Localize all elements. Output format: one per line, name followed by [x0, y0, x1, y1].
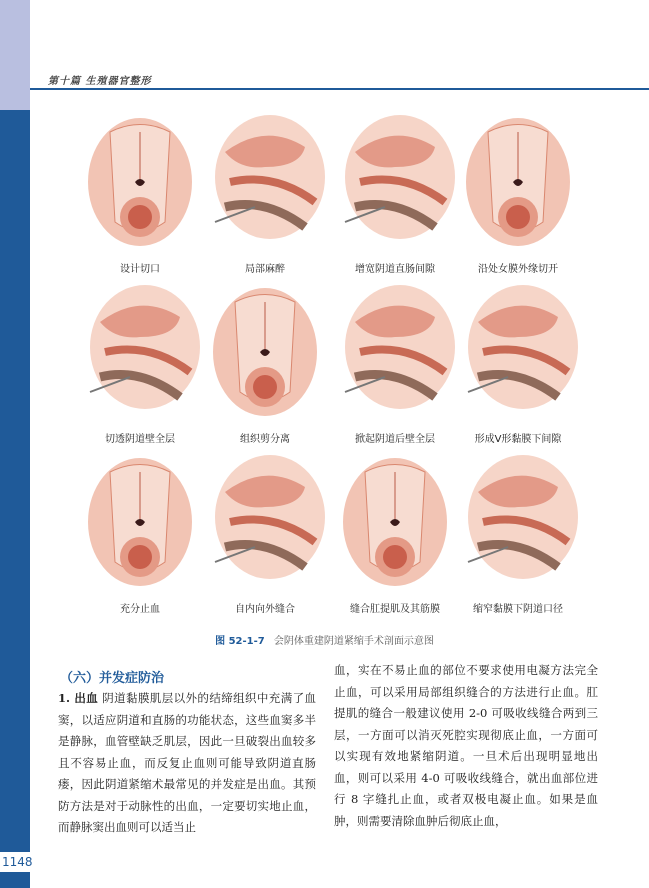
- panel-caption: 切透阴道壁全层: [105, 434, 175, 445]
- panel-caption: 掀起阴道后壁全层: [355, 434, 435, 445]
- figure-panel: [458, 282, 578, 445]
- panel-caption: 形成V形黏膜下间隙: [474, 434, 562, 445]
- illustration-sagittal: [458, 452, 578, 592]
- illustration-sagittal: [80, 282, 200, 422]
- illustration-sagittal: [335, 282, 455, 422]
- panel-caption: 自内向外缝合: [235, 604, 295, 615]
- right-column-text: 血，实在不易止血的部位不要求使用电凝方法完全止血，可以采用局部组织缝合的方法进行止血。肛提肌的缝合一般建议使用 2-0 可吸收线缝合两到三层，一方面可以消灭死腔实现彻底止血，一方面可以实现有效地紧缩阴道。一旦术后出现明显地出血，则可以采用 4-0 可吸收线缝合，就出血部位进行 8 字缝扎止血，或者双极电凝止血。如果是血肿，则需要清除血肿后彻底止血，: [334, 663, 598, 828]
- illustration-frontal: [335, 452, 455, 592]
- illustration-sagittal: [205, 112, 325, 252]
- header-rule: [30, 88, 649, 90]
- panel-caption: 局部麻醉: [245, 264, 285, 275]
- figure-panel: [205, 452, 325, 615]
- left-column: [58, 688, 316, 839]
- panel-caption: 缝合肛提肌及其筋膜: [350, 604, 440, 615]
- figure-caption: [0, 632, 649, 647]
- section-title: （六）并发症防治: [60, 671, 165, 686]
- panel-caption: 设计切口: [120, 264, 160, 275]
- figure-label: 图 52-1-7: [215, 636, 265, 647]
- illustration-frontal: [80, 112, 200, 252]
- running-header: 第十篇 生殖器官整形: [48, 76, 152, 87]
- figure-title: 会阴体重建阴道紧缩手术剖面示意图: [273, 636, 434, 647]
- figure-panel: [80, 112, 200, 275]
- sidebar-top-band: [0, 0, 30, 110]
- illustration-frontal: [80, 452, 200, 592]
- left-column-text: 阴道黏膜肌层以外的结缔组织中充满了血窦，以适应阴道和直肠的功能状态，这些血窦多半是静脉，血管壁缺乏肌层，因此一旦破裂出血较多且不容易止血，而反复止血则可能导致阴道直肠瘘，因此阴道紧缩术最常见的并发症是出血。其预防方法是对于动脉性的出血，一定要切实地止血，而静脉窦出血则可以适当止: [58, 691, 316, 834]
- figure-panel: [80, 452, 200, 615]
- subsection-lead: 1. 出血: [58, 691, 99, 705]
- sidebar-band: [0, 0, 30, 888]
- illustration-frontal: [458, 112, 578, 252]
- panel-caption: 充分止血: [120, 604, 160, 615]
- figure-panel: [458, 112, 578, 275]
- panel-caption: 增宽阴道直肠间隙: [355, 264, 435, 275]
- illustration-sagittal: [458, 282, 578, 422]
- figure-panel: [335, 282, 455, 445]
- figure-panel: [80, 282, 200, 445]
- panel-caption: 缩窄黏膜下阴道口径: [473, 604, 563, 615]
- right-column: [334, 660, 598, 832]
- figure-panel: [205, 112, 325, 275]
- figure-panel: [335, 112, 455, 275]
- illustration-sagittal: [335, 112, 455, 252]
- panel-caption: 沿处女膜外缘切开: [478, 264, 558, 275]
- illustration-sagittal: [205, 452, 325, 592]
- illustration-frontal: [205, 282, 325, 422]
- figure-panel: [205, 282, 325, 445]
- figure-panel: [458, 452, 578, 615]
- page-number: 1148: [0, 852, 40, 872]
- figure-panel: [335, 452, 455, 615]
- panel-caption: 组织剪分离: [240, 434, 290, 445]
